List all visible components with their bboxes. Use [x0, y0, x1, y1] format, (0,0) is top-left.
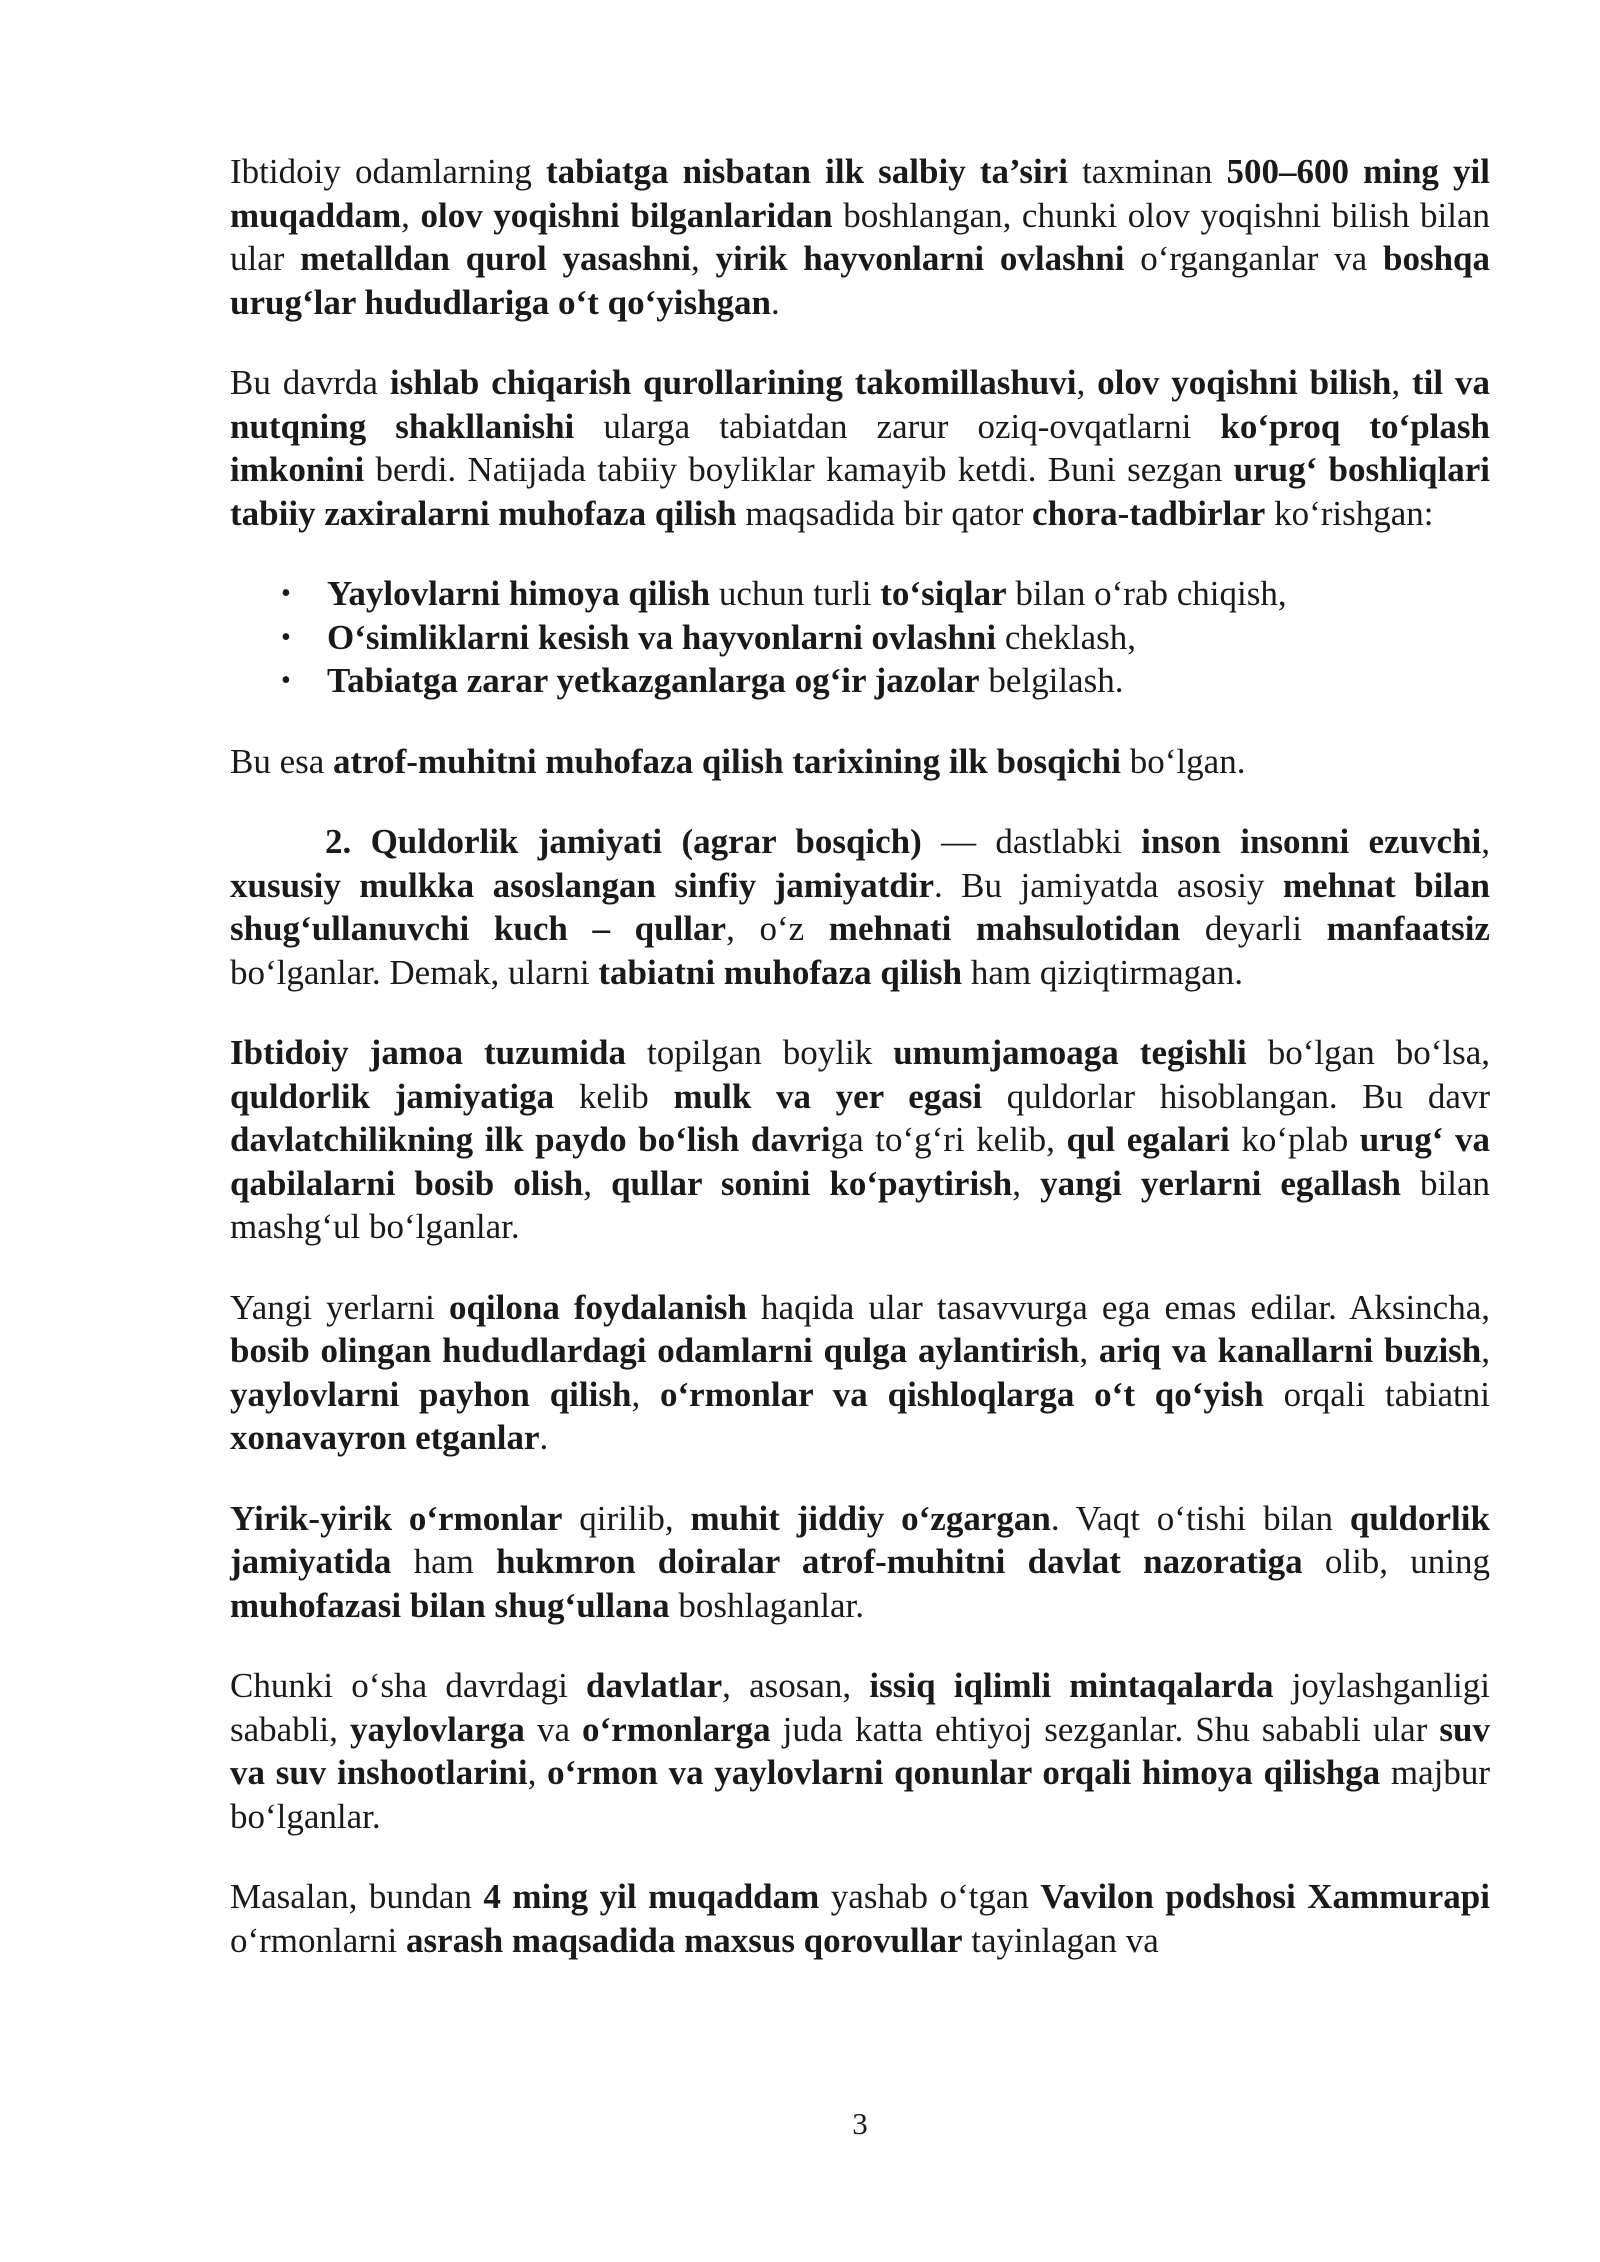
- bold-text: ariq va kanallarni buzish: [1098, 1331, 1482, 1370]
- bold-text: muhofazasi bilan shug‘ullana: [230, 1585, 670, 1625]
- list-item-text: Tabiatga zarar yetkazganlarga og‘ir jazolar belgilash.: [327, 661, 1124, 700]
- bold-text: Ibtidoiy jamoa tuzumida: [230, 1033, 626, 1072]
- bold-text: yaylovlarni payhon qilish: [230, 1374, 632, 1414]
- paragraph-slave-society: 2. Quldorlik jamiyati (agrar bosqich) — dastlabki inson insonni ezuvchi, xususiy mulkka asoslangan sinfiy jamiyatdir. Bu jamiyatda asosiy mehnat bilan shug‘ullanuvchi kuch – qullar, o‘z mehnati mahsulotidan deyarli manfaatsiz bo‘lganlar. Demak, ularni tabiatni muhofaza qilish ham qiziqtirmagan.: [230, 822, 1491, 992]
- list-item-text: O‘simliklarni kesish va hayvonlarni ovlashni cheklash,: [327, 617, 1137, 657]
- paragraph-hammurabi: Masalan, bundan 4 ming yil muqaddam yashab o‘tgan Vavilon podshosi Xammurapi o‘rmonlarni asrash maqsadida maxsus qorovullar tayinlagan va: [230, 1877, 1490, 1960]
- bold-text: manfaatsiz: [1326, 909, 1490, 948]
- bold-text: Yaylovlarni himoya qilish: [327, 574, 711, 613]
- paragraph-forests-destroyed: Yirik-yirik o‘rmonlar qirilib, muhit jiddiy o‘zgargan. Vaqt o‘tishi bilan quldorlik jamiyatida ham hukmron doiralar atrof-muhitni davlat nazoratiga olib, uning muhofazasi bilan shug‘ullana boshlaganlar.: [230, 1498, 1490, 1625]
- bold-text: davlatlar: [586, 1666, 723, 1705]
- bullet-icon: •: [281, 665, 291, 696]
- bold-text: Vavilon podshosi Xammurapi: [1040, 1877, 1490, 1916]
- bold-text: quldorlik jamiyatida: [230, 1498, 1490, 1581]
- bold-text: mulk va yer egasi: [673, 1076, 983, 1116]
- bold-text: olov yoqishni bilish: [1097, 363, 1392, 402]
- bold-text: muhit jiddiy o‘zgargan: [690, 1498, 1051, 1538]
- bold-text: boshqa urug‘lar hududlariga o‘t qo‘yishgan: [230, 239, 1491, 322]
- bold-text: mehnati mahsulotidan: [828, 909, 1181, 948]
- paragraph-first-stage: Bu esa atrof-muhitni muhofaza qilish tarixining ilk bosqichi bo‘lgan.: [230, 741, 1246, 781]
- bold-text: yaylovlarga: [349, 1709, 525, 1749]
- bullet-icon: •: [281, 621, 291, 653]
- bold-text: bosib olingan hududlardagi odamlarni qulga aylantirish: [230, 1331, 1080, 1370]
- bold-text: Yirik-yirik o‘rmonlar: [230, 1498, 563, 1538]
- bold-text: urug‘ boshliqlari tabiiy zaxiralarni muhofaza qilish: [230, 450, 1490, 533]
- list-item: [281, 616, 1490, 660]
- bold-text: suv va suv inshootlarini: [230, 1709, 1490, 1792]
- paragraph-tools-and-measures: Bu davrda ishlab chiqarish qurollarining takomillashuvi, olov yoqishni bilish, til va nutqning shakllanishi ularga tabiatdan zarur oziq-ovqatlarni ko‘proq to‘plash imkonini berdi. Natijada tabiiy boyliklar kamayib ketdi. Buni sezgan urug‘ boshliqlari tabiiy zaxiralarni muhofaza qilish maqsadida bir qator chora-tadbirlar ko‘rishgan:: [230, 363, 1491, 533]
- bold-text: qul egalari: [1066, 1120, 1230, 1159]
- bold-text: o‘rmon va yaylovlarni qonunlar orqali himoya qilishga: [547, 1753, 1381, 1792]
- bold-text: davlatchilikning ilk paydo bo‘lish davri: [230, 1120, 831, 1159]
- bullet-icon: •: [281, 578, 291, 609]
- bold-text: o‘rmonlar va qishloqlarga o‘t qo‘yish: [660, 1374, 1264, 1414]
- bold-text: tabiatga nisbatan ilk salbiy ta’siri: [545, 152, 1068, 191]
- bold-text: to‘siqlar: [880, 574, 1007, 613]
- list-item-text: Yaylovlarni himoya qilish uchun turli to‘siqlar bilan o‘rab chiqish,: [327, 574, 1287, 613]
- bold-text: yangi yerlarni egallash: [1040, 1163, 1401, 1203]
- bold-text: ko‘proq to‘plash imkonini: [230, 406, 1490, 489]
- document-page: [230, 150, 1490, 1999]
- bold-text: ishlab chiqarish qurollarining takomillashuvi: [389, 363, 1077, 402]
- bold-text: hukmron doiralar atrof-muhitni davlat nazoratiga: [496, 1542, 1303, 1581]
- paragraph-property-ownership: Ibtidoiy jamoa tuzumida topilgan boylik umumjamoaga tegishli bo‘lgan bo‘lsa, quldorlik jamiyatiga kelib mulk va yer egasi quldorlar hisoblangan. Bu davr davlatchilikning ilk paydo bo‘lish davriga to‘g‘ri kelib, qul egalari ko‘plab urug‘ va qabilalarni bosib olish, qullar sonini ko‘paytirish, yangi yerlarni egallash bilan mashg‘ul bo‘lganlar.: [230, 1033, 1491, 1246]
- bold-text: issiq iqlimli mintaqalarda: [869, 1666, 1274, 1705]
- bold-text: asrash maqsadida maxsus qorovullar: [405, 1920, 963, 1960]
- bold-text: 500–600 ming yil muqaddam: [230, 152, 1490, 235]
- bold-text: umumjamoaga tegishli: [893, 1033, 1247, 1072]
- bold-text: O‘simliklarni kesish va hayvonlarni ovlashni: [327, 617, 997, 657]
- bold-text: til va nutqning shakllanishi: [230, 363, 1491, 446]
- bold-text: Tabiatga zarar yetkazganlarga og‘ir jazolar: [327, 661, 980, 700]
- bold-text: mehnat bilan shug‘ullanuvchi kuch – qullar: [230, 865, 1490, 948]
- bold-text: quldorlik jamiyatiga: [230, 1076, 555, 1116]
- protection-measures-list: [230, 572, 1490, 703]
- paragraph-primitive-society-fire: Ibtidoiy odamlarning tabiatga nisbatan ilk salbiy ta’siri taxminan 500–600 ming yil muqaddam, olov yoqishni bilganlaridan boshlangan, chunki olov yoqishni bilish bilan ular metalldan qurol yasashni, yirik hayvonlarni ovlashni o‘rganganlar va boshqa urug‘lar hududlariga o‘t qo‘yishgan.: [230, 152, 1491, 322]
- bold-text: chora-tadbirlar: [1032, 493, 1266, 533]
- page-number: 3: [852, 2106, 868, 2141]
- bold-text: urug‘ va qabilalarni bosib olish: [230, 1120, 1490, 1203]
- bold-text: atrof-muhitni muhofaza qilish tarixining ilk bosqichi: [333, 741, 1122, 781]
- bold-text: xonavayron etganlar: [230, 1418, 540, 1457]
- list-item: [281, 659, 1490, 703]
- paragraph-new-lands: Yangi yerlarni oqilona foydalanish haqida ular tasavvurga ega emas edilar. Aksincha, bosib olingan hududlardagi odamlarni qulga aylantirish, ariq va kanallarni buzish, yaylovlarni payhon qilish, o‘rmonlar va qishloqlarga o‘t qo‘yish orqali tabiatni xonavayron etganlar.: [230, 1287, 1491, 1457]
- bold-text: inson insonni ezuvchi: [1141, 822, 1482, 861]
- list-item: [281, 572, 1490, 616]
- bold-text: 2. Quldorlik jamiyati (agrar bosqich): [325, 822, 922, 861]
- paragraph-warm-climates: Chunki o‘sha davrdagi davlatlar, asosan, issiq iqlimli mintaqalarda joylashganligi sababli, yaylovlarga va o‘rmonlarga juda katta ehtiyoj sezganlar. Shu sababli ular suv va suv inshootlarini, o‘rmon va yaylovlarni qonunlar orqali himoya qilishga majbur bo‘lganlar.: [230, 1666, 1491, 1836]
- bold-text: xususiy mulkka asoslangan sinfiy jamiyatdir: [230, 865, 934, 905]
- bold-text: o‘rmonlarga: [582, 1709, 771, 1749]
- bold-text: qullar sonini ko‘paytirish: [611, 1163, 1013, 1203]
- bold-text: oqilona foydalanish: [448, 1287, 747, 1327]
- bold-text: olov yoqishni bilganlaridan: [420, 195, 833, 235]
- bold-text: yirik hayvonlarni ovlashni: [715, 239, 1125, 278]
- bold-text: tabiatni muhofaza qilish: [598, 952, 963, 992]
- bold-text: 4 ming yil muqaddam: [483, 1877, 820, 1916]
- bold-text: metalldan qurol yasashni: [300, 239, 691, 278]
